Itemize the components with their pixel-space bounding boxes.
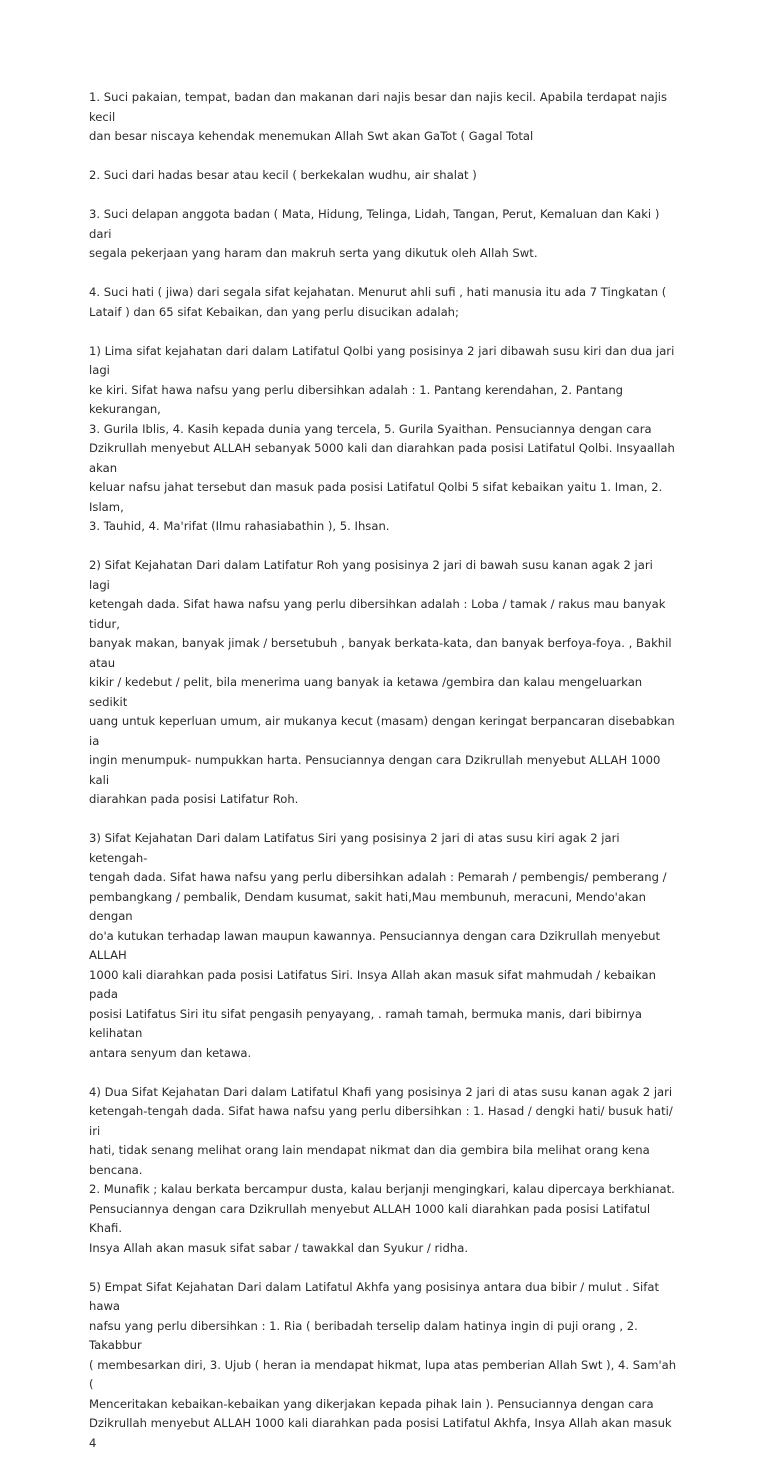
- paragraph-suci-hadas: 2. Suci dari hadas besar atau kecil ( berkekalan wudhu, air shalat ): [89, 168, 477, 182]
- paragraph-latifatul-qolbi: 1) Lima sifat kejahatan dari dalam Latifatul Qolbi yang posisinya 2 jari dibawah susu kiri dan dua jari lagi ke kiri. Sifat hawa nafsu yang perlu dibersihkan adalah : 1. Pantang kerendahan, 2. Pantang kekurangan, 3. Gurila Iblis, 4. Kasih kepada dunia yang tercela, 5. Gurila Syaithan. Pensuciannya dengan cara Dzikrullah menyebut ALLAH sebanyak 5000 kali dan diarahkan pada posisi Latifatul Qolbi. Insyaallah akan keluar nafsu jahat tersebut dan masuk pada posisi Latifatul Qolbi 5 sifat kebaikan yaitu 1. Iman, 2. Islam, 3. Tauhid, 4. Ma'rifat (Ilmu rahasiabathin ), 5. Ihsan.: [89, 343, 675, 533]
- document-page: [89, 88, 677, 1473]
- paragraph-suci-anggota-badan: 3. Suci delapan anggota badan ( Mata, Hidung, Telinga, Lidah, Tangan, Perut, Kemaluan dan Kaki ) dari segala pekerjaan yang haram dan makruh serta yang dikutuk oleh Allah Swt.: [89, 207, 660, 260]
- paragraph-latifatul-akhfa: 5) Empat Sifat Kejahatan Dari dalam Latifatul Akhfa yang posisinya antara dua bibir / mulut . Sifat hawa nafsu yang perlu dibersihkan : 1. Ria ( beribadah terselip dalam hatinya ingin di puji orang , 2. Takabbur ( membesarkan diri, 3. Ujub ( heran ia mendapat hikmat, lupa atas pemberian Allah Swt ), 4. Sam'ah ( Menceritakan kebaikan-kebaikan yang dikerjakan kepada pihak lain ). Pensuciannya dengan cara Dzikrullah menyebut ALLAH 1000 kali diarahkan pada posisi Latifatul Akhfa, Insya Allah akan masuk 4: [89, 1279, 677, 1450]
- paragraph-suci-pakaian: 1. Suci pakaian, tempat, badan dan makanan dari najis besar dan najis kecil. Apabila terdapat najis kecil dan besar niscaya kehendak menemukan Allah Swt akan GaTot ( Gagal Total: [89, 90, 668, 143]
- paragraph-latifatus-siri: 3) Sifat Kejahatan Dari dalam Latifatus Siri yang posisinya 2 jari di atas susu kiri agak 2 jari ketengah- tengah dada. Sifat hawa nafsu yang perlu dibersihkan adalah : Pemarah / pembengis/ pemberang / pembangkang / pembalik, Dendam kusumat, sakit hati,Mau membunuh, meracuni, Mendo'akan dengan do'a kutukan terhadap lawan maupun kawannya. Pensuciannya dengan cara Dzikrullah menyebut ALLAH 1000 kali diarahkan pada posisi Latifatus Siri. Insya Allah akan masuk sifat mahmudah / kebaikan pada posisi Latifatus Siri itu sifat pengasih penyayang, . ramah tamah, bermuka manis, dari bibirnya kelihatan antara senyum dan ketawa.: [89, 831, 667, 1060]
- paragraph-latifatur-roh: 2) Sifat Kejahatan Dari dalam Latifatur Roh yang posisinya 2 jari di bawah susu kanan agak 2 jari lagi ketengah dada. Sifat hawa nafsu yang perlu dibersihkan adalah : Loba / tamak / rakus mau banyak tidur, banyak makan, banyak jimak / bersetubuh , banyak berkata-kata, dan banyak berfoya-foya. , Bakhil atau kikir / kedebut / pelit, bila menerima uang banyak ia ketawa /gembira dan kalau mengeluarkan sedikit uang untuk keperluan umum, air mukanya kecut (masam) dengan keringat berpancaran disebabkan ia ingin menumpuk- numpukkan harta. Pensuciannya dengan cara Dzikrullah menyebut ALLAH 1000 kali diarahkan pada posisi Latifatur Roh.: [89, 558, 675, 806]
- paragraph-latifatul-khafi: 4) Dua Sifat Kejahatan Dari dalam Latifatul Khafi yang posisinya 2 jari di atas susu kanan agak 2 jari ketengah-tengah dada. Sifat hawa nafsu yang perlu dibersihkan : 1. Hasad / dengki hati/ busuk hati/ iri hati, tidak senang melihat orang lain mendapat nikmat dan dia gembira bila melihat orang kena bencana. 2. Munafik ; kalau berkata bercampur dusta, kalau berjanji mengingkari, kalau dipercaya berkhianat. Pensuciannya dengan cara Dzikrullah menyebut ALLAH 1000 kali diarahkan pada posisi Latifatul Khafi. Insya Allah akan masuk sifat sabar / tawakkal dan Syukur / ridha.: [89, 1084, 675, 1255]
- paragraph-suci-hati: 4. Suci hati ( jiwa) dari segala sifat kejahatan. Menurut ahli sufi , hati manusia itu ada 7 Tingkatan ( Lataif ) dan 65 sifat Kebaikan, dan yang perlu disucikan adalah;: [89, 285, 667, 319]
